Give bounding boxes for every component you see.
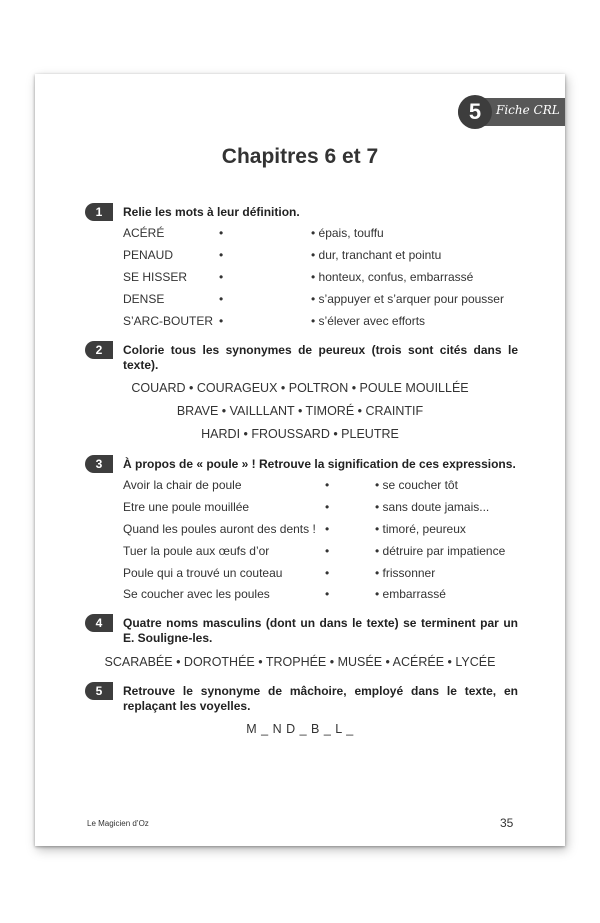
expression-row bbox=[123, 544, 523, 560]
match-dot: • bbox=[219, 314, 224, 328]
expression-meaning: • détruire par impatience bbox=[375, 544, 506, 558]
exercise-3-badge: 3 bbox=[85, 455, 113, 473]
exercise-2-prompt: Colorie tous les synonymes de peureux (trois sont cités dans le texte). bbox=[123, 343, 518, 372]
match-word: SE HISSER bbox=[123, 270, 188, 284]
expression-dot: • bbox=[325, 587, 330, 601]
page-title: Chapitres 6 et 7 bbox=[221, 145, 379, 168]
expression: Etre une poule mouillée bbox=[123, 500, 250, 514]
expression: Poule qui a trouvé un couteau bbox=[123, 566, 283, 580]
expression-meaning: • sans doute jamais... bbox=[375, 500, 490, 514]
match-dot: • bbox=[219, 226, 224, 240]
match-dot: • bbox=[219, 292, 224, 306]
word-line: SCARABÉE • DOROTHÉE • TROPHÉE • MUSÉE • ACÉRÉE • LYCÉE bbox=[104, 655, 496, 669]
match-dot: • bbox=[219, 270, 224, 284]
exercise-4-prompt: Quatre noms masculins (dont un dans le texte) se terminent par un E. Souligne-les. bbox=[123, 616, 518, 645]
expression-row bbox=[123, 478, 523, 494]
match-word: ACÉRÉ bbox=[123, 226, 165, 240]
fiche-label: Fiche CRL bbox=[496, 103, 560, 117]
match-definition: • honteux, confus, embarrassé bbox=[311, 270, 474, 284]
match-dot: • bbox=[219, 248, 224, 262]
expression-meaning: • se coucher tôt bbox=[375, 478, 458, 492]
expression-dot: • bbox=[325, 544, 330, 558]
expression-row bbox=[123, 522, 523, 538]
page-number: 35 bbox=[500, 816, 514, 830]
expression-dot: • bbox=[325, 566, 330, 580]
synonym-line: HARDI • FROUSSARD • PLEUTRE bbox=[201, 427, 399, 441]
expression-meaning: • embarrassé bbox=[375, 587, 446, 601]
synonym-line: COUARD • COURAGEUX • POLTRON • POULE MOUILLÉE bbox=[131, 381, 469, 395]
expression-dot: • bbox=[325, 478, 330, 492]
exercise-2-badge: 2 bbox=[85, 341, 113, 359]
match-row bbox=[123, 314, 523, 330]
exercise-1-badge: 1 bbox=[85, 203, 113, 221]
match-row bbox=[123, 270, 523, 286]
match-definition: • s’appuyer et s’arquer pour pousser bbox=[311, 292, 504, 306]
synonym-line: BRAVE • VAILLLANT • TIMORÉ • CRAINTIF bbox=[176, 404, 424, 418]
match-definition: • épais, touffu bbox=[311, 226, 384, 240]
expression-dot: • bbox=[325, 522, 330, 536]
exercise-5-badge: 5 bbox=[85, 682, 113, 700]
match-row bbox=[123, 292, 523, 308]
exercise-3-prompt: À propos de « poule » ! Retrouve la signification de ces expressions. bbox=[123, 457, 516, 471]
match-word: PENAUD bbox=[123, 248, 174, 262]
exercise-4-badge: 4 bbox=[85, 614, 113, 632]
exercise-1-prompt: Relie les mots à leur définition. bbox=[123, 205, 300, 219]
expression: Se coucher avec les poules bbox=[123, 587, 270, 601]
match-row bbox=[123, 248, 523, 264]
exercise-5-prompt: Retrouve le synonyme de mâchoire, employé dans le texte, en replaçant les voyelles. bbox=[123, 684, 518, 713]
expression-meaning: • timoré, peureux bbox=[375, 522, 466, 536]
expression-meaning: • frissonner bbox=[375, 566, 436, 580]
expression-row bbox=[123, 566, 523, 582]
expression: Tuer la poule aux œufs d’or bbox=[123, 544, 270, 558]
match-word: S’ARC-BOUTER bbox=[123, 314, 214, 328]
match-row bbox=[123, 226, 523, 242]
book-title: Le Magicien d’Oz bbox=[87, 819, 149, 828]
fiche-number: 5 bbox=[458, 95, 492, 129]
expression: Quand les poules auront des dents ! bbox=[123, 522, 316, 536]
match-definition: • s’élever avec efforts bbox=[311, 314, 426, 328]
expression: Avoir la chair de poule bbox=[123, 478, 242, 492]
match-definition: • dur, tranchant et pointu bbox=[311, 248, 442, 262]
answer-puzzle: M _ N D _ B _ L _ bbox=[246, 722, 354, 736]
expression-row bbox=[123, 587, 523, 603]
expression-row bbox=[123, 500, 523, 516]
expression-dot: • bbox=[325, 500, 330, 514]
match-word: DENSE bbox=[123, 292, 165, 306]
